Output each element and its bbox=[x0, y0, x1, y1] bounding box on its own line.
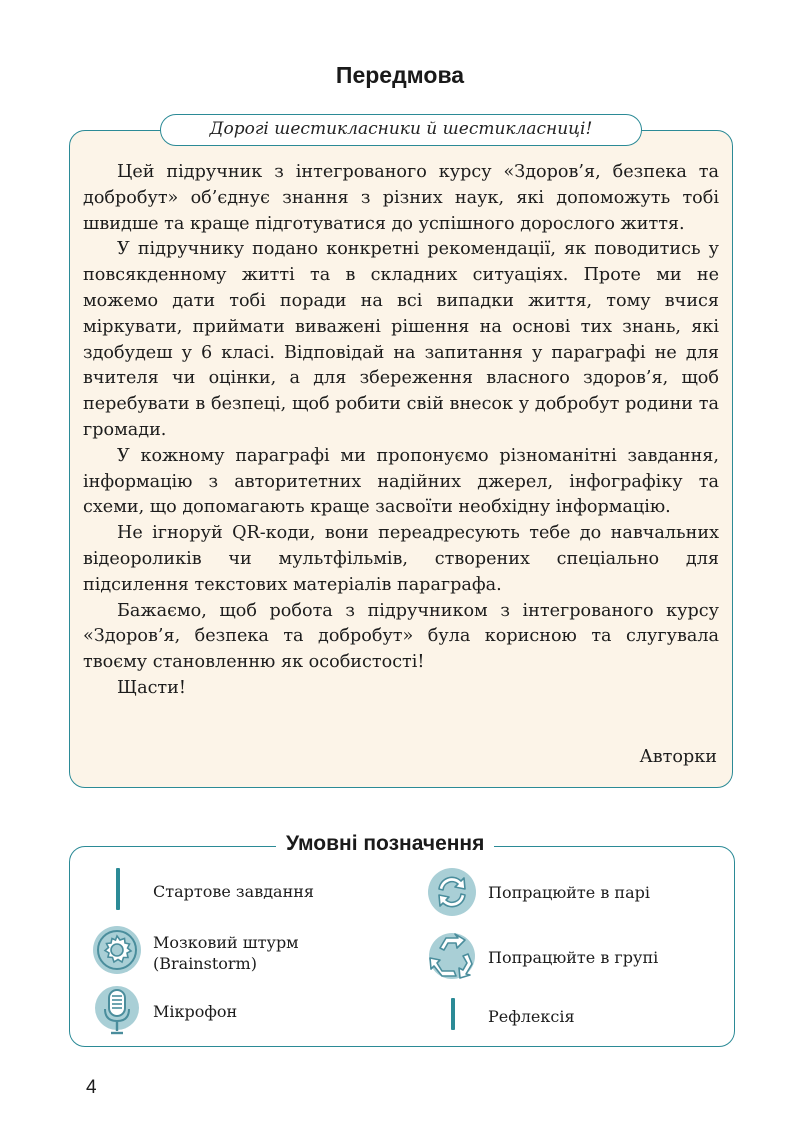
vertical-bar-icon bbox=[116, 868, 120, 910]
legend-label-brainstorm bbox=[153, 932, 299, 974]
greeting-banner: Дорогі шестикласники й шестикласниці! bbox=[160, 114, 642, 146]
legend-label-brainstorm-line1: Мозковий штурм bbox=[153, 933, 299, 952]
microphone-icon bbox=[94, 985, 140, 1037]
intro-paragraph: Щасти! bbox=[117, 677, 186, 698]
legend-label-reflection: Рефлексія bbox=[488, 1007, 575, 1026]
legend-label-pair: Попрацюйте в парі bbox=[488, 883, 650, 902]
intro-paragraph: У кожному параграфі ми пропонуємо різноманітні завдання, інформацію з авторитетних надійних джерел, інфографіку та схеми, що допомагають краще засвоїти необхідну інформацію. bbox=[83, 445, 719, 518]
vertical-bar-icon bbox=[451, 998, 455, 1030]
intro-paragraph: У підручнику подано конкретні рекомендації, як поводитись у повсякденному житті та в складних ситуаціях. Проте ми не можемо дати тобі поради на всі випадки життя, тому вчися міркувати, приймати виважені рішення на основі тих знань, які здобудеш у 6 класі. Відповідай на запитання у параграфі не для вчителя чи оцінки, а для збереження власного здоров’я, щоб перебувати в безпеці, щоб робити свій внесок у добробут родини та громади. bbox=[83, 239, 719, 440]
intro-paragraph: Бажаємо, щоб робота з підручником з інтегрованого курсу «Здоров’я, безпека та добробут» була корисною та слугувала твоєму становленню як особистості! bbox=[83, 600, 719, 673]
signature: Авторки bbox=[639, 747, 717, 767]
intro-paragraph: Цей підручник з інтегрованого курсу «Здоров’я, безпека та добробут» об’єднує знання з різних наук, які допоможуть тобі швидше та краще підготуватися до успішного дорослого життя. bbox=[83, 162, 719, 234]
gear-icon bbox=[92, 925, 142, 975]
page-title: Передмова bbox=[335, 62, 465, 88]
legend-label-group: Попрацюйте в групі bbox=[488, 948, 659, 967]
page-number: 4 bbox=[86, 1077, 97, 1098]
three-arrows-cycle-icon bbox=[424, 928, 480, 984]
legend-label-brainstorm-line2: (Brainstorm) bbox=[153, 954, 257, 973]
two-arrows-cycle-icon bbox=[427, 867, 477, 917]
intro-paragraph: Не ігноруй QR-коди, вони переадресують тебе до навчальних відеороликів чи мультфільмів, створених спеціально для підсилення текстових матеріалів параграфа. bbox=[83, 523, 719, 595]
legend-title: Умовні позначення bbox=[276, 829, 494, 859]
intro-text bbox=[83, 160, 719, 702]
legend-label-microphone: Мікрофон bbox=[153, 1002, 238, 1021]
legend-label-start: Стартове завдання bbox=[153, 882, 315, 901]
